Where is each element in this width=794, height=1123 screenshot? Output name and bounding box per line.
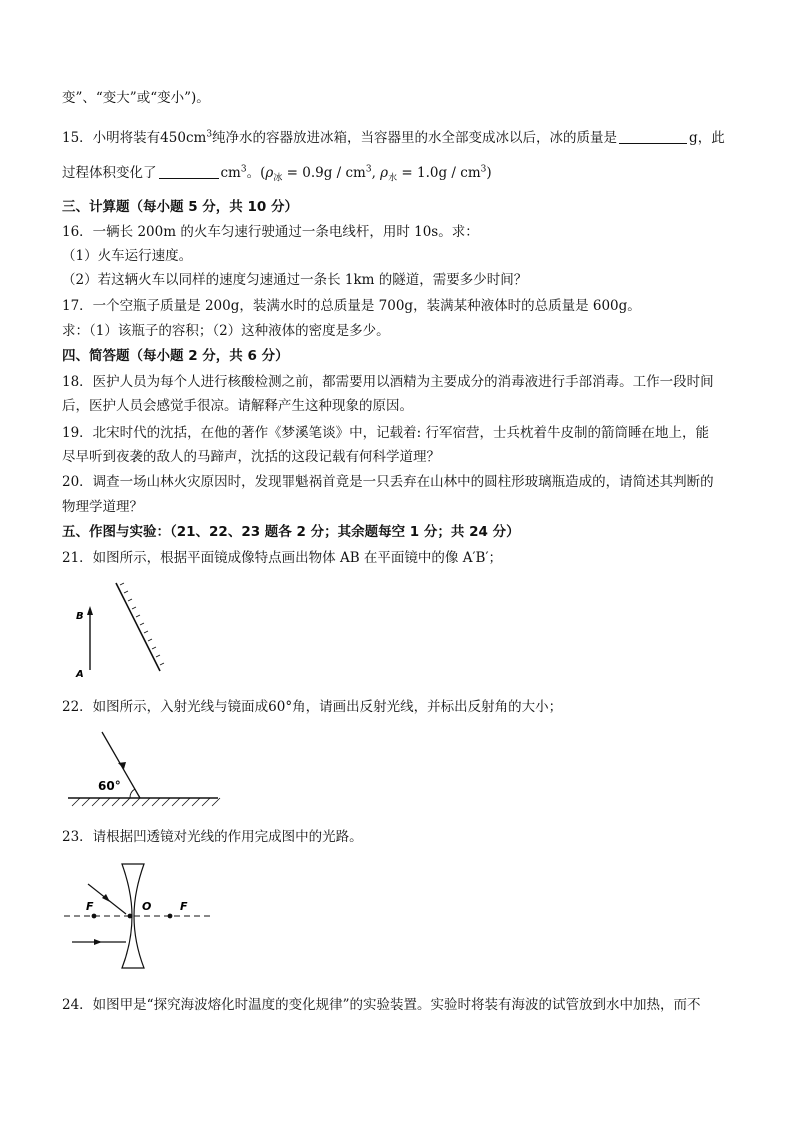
rho-water-subscript: 水: [388, 173, 398, 184]
rho-ice-value: = 0.9g / cm: [282, 165, 366, 181]
section-4-heading: 四、简答题（每小题 2 分，共 6 分）: [62, 348, 289, 364]
q15-text-c: g，此: [689, 130, 725, 146]
q15-sup-a: 3: [206, 129, 213, 140]
angle-arc: [130, 789, 135, 798]
arrow-head-icon: [87, 606, 93, 615]
section-5-heading: 五、作图与实验：（21、22、23 题各 2 分；其余题每空 1 分；共 24 分）: [62, 524, 520, 540]
q15-comma: ,: [371, 165, 381, 181]
label-o: O: [142, 900, 152, 913]
question-19-line-1: 19．北宋时代的沈括，在他的著作《梦溪笔谈》中，记载着: 行军宿营，士兵枕着牛皮制的箭筒睡在地上，能: [62, 425, 710, 441]
rho-ice-subscript: 冰: [273, 173, 283, 184]
question-23: 23．请根据凹透镜对光线的作用完成图中的光路。: [62, 829, 363, 845]
label-a: A: [76, 669, 84, 680]
label-f-left: F: [86, 900, 94, 913]
rho-water-value: = 1.0g / cm: [397, 165, 481, 181]
q15-text-b: 纯净水的容器放进冰箱，当容器里的水全部变成冰以后，冰的质量是: [212, 130, 618, 146]
answer-blank-mass[interactable]: [619, 129, 687, 144]
question-17-ask: 求：（1）该瓶子的容积；（2）这种液体的密度是多少。: [62, 323, 390, 339]
rho-ice-sup: 3: [365, 164, 372, 175]
ray-arrow-icon: [94, 939, 102, 945]
mirror-hatching: [120, 583, 164, 665]
label-b: B: [76, 611, 84, 622]
answer-blank-volume[interactable]: [159, 164, 219, 179]
question-21: 21．如图所示，根据平面镜成像特点画出物体 AB 在平面镜中的像 A′B′；: [62, 550, 503, 566]
question-18-line-1: 18．医护人员为每个人进行核酸检测之前，都需要用以酒精为主要成分的消毒液进行手部消毒。工作一段时间: [62, 374, 714, 390]
question-20-line-2: 物理学道理？: [62, 499, 143, 515]
lens-center-dot: [128, 914, 133, 919]
plane-mirror: [116, 583, 160, 671]
q15-text-e: cm: [220, 165, 241, 181]
section-3-heading: 三、计算题（每小题 5 分，共 10 分）: [62, 199, 298, 215]
question-18-line-2: 后，医护人员会感觉手很凉。请解释产生这种现象的原因。: [62, 398, 413, 414]
rho-water-sup: 3: [480, 164, 487, 175]
question-24: 24．如图甲是“探究海波熔化时温度的变化规律”的实验装置。实验时将装有海波的试管放到水中加热，而不: [62, 997, 701, 1013]
question-22: 22．如图所示，入射光线与镜面成60°角，请画出反射光线，并标出反射角的大小；: [62, 699, 563, 715]
figure-23-concave-lens-diagram: [64, 862, 219, 972]
question-15-line-2: [62, 163, 492, 183]
label-f-right: F: [180, 900, 188, 913]
question-19-line-2: 尽早听到夜袭的敌人的马蹄声，沈括的这段记载有何科学道理？: [62, 449, 440, 465]
q15-sup-e: 3: [240, 164, 247, 175]
q15-end: ): [486, 165, 492, 181]
figure-22-reflection-diagram: [68, 728, 228, 813]
question-15-line-1: [62, 128, 725, 148]
question-17: 17．一个空瓶子质量是 200g，装满水时的总质量是 700g，装满某种液体时的总质量是 600g。: [62, 298, 641, 314]
mirror-hatching: [72, 798, 220, 806]
rho-ice-symbol: ρ: [265, 165, 274, 181]
question-16: 16．一辆长 200m 的火车匀速行驶通过一条电线杆，用时 10s。求：: [62, 224, 479, 240]
figure-21-mirror-diagram: [70, 575, 170, 685]
focus-right-dot: [168, 914, 173, 919]
angle-label: 60°: [98, 779, 121, 793]
line-continuation: 变”、“变大”或“变小”)。: [62, 90, 210, 106]
q15-text-d: 过程体积变化了: [62, 165, 157, 181]
rho-water-symbol: ρ: [380, 165, 389, 181]
question-20-line-1: 20．调查一场山林火灾原因时，发现罪魁祸首竟是一只丢弃在山林中的圆柱形玻璃瓶造成的，请简述其判断的: [62, 474, 714, 490]
q15-text-f: 。(: [246, 165, 266, 181]
question-16-part-2: （2）若这辆火车以同样的速度匀速通过一条长 1km 的隧道，需要多少时间？: [62, 272, 528, 288]
q15-text-a: 15．小明将装有450cm: [62, 130, 207, 146]
question-16-part-1: （1）火车运行速度。: [62, 248, 193, 264]
focus-left-dot: [92, 914, 97, 919]
ray-arrow-icon: [102, 894, 110, 902]
